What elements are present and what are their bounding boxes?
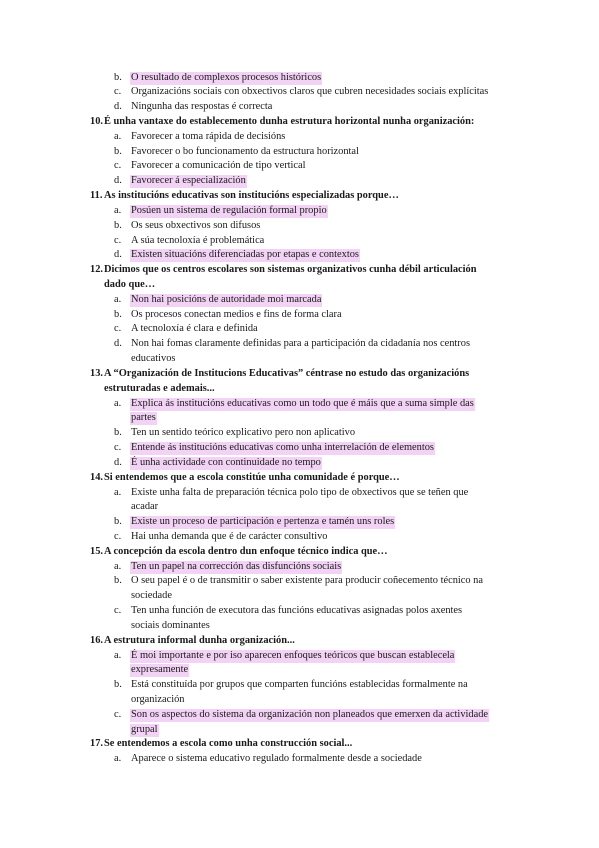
option-letter: b. (114, 516, 122, 528)
option-letter: b. (114, 145, 122, 157)
option-letter: c. (114, 234, 122, 246)
option-text: Ningunha das respostas é correcta (131, 101, 273, 113)
question-text: A “Organización de Institucions Educativas” céntrase no estudo das organizacións (104, 367, 470, 379)
option-line (0, 322, 599, 336)
question-text: Dicimos que os centros escolares son sistemas organizativos cunha débil articulación (104, 264, 477, 276)
option-text: Favorecer a toma rápida de decisións (131, 130, 286, 142)
option-text: É moi importante e por iso aparecen enfoques teóricos que buscan establecela (131, 649, 455, 661)
option-line (0, 426, 599, 440)
option-text: Existe unha falta de preparación técnica polo tipo de obxectivos que se teñen que (131, 486, 469, 498)
option-line (0, 500, 599, 514)
option-text: Está constituída por grupos que comparten funcións establecidas formalmente na (131, 679, 468, 691)
option-text: A tecnoloxía é clara e definida (131, 323, 258, 335)
option-line (0, 219, 599, 233)
option-letter: c. (114, 323, 122, 335)
question-line (0, 634, 599, 648)
option-letter: c. (114, 530, 122, 542)
option-text: sociedade (131, 590, 172, 602)
question-line (0, 545, 599, 559)
option-letter: d. (114, 101, 122, 113)
option-text: Ten unha función de executora das funcións educativas asignadas polos axentes (131, 605, 463, 616)
option-text: A súa tecnoloxía é problemática (131, 234, 265, 246)
option-letter: b. (114, 575, 122, 587)
option-text: Son os aspectos do sistema da organización non planeados que emerxen da actividade (131, 708, 489, 720)
question-line (0, 115, 599, 129)
question-text: A concepción da escola dentro dun enfoque técnico indica que… (104, 545, 388, 557)
option-text: Posúen un sistema de regulación formal propio (131, 204, 327, 216)
question-line (0, 737, 599, 751)
option-line (0, 352, 599, 366)
option-line (0, 441, 599, 455)
option-line (0, 100, 599, 114)
question-line (0, 189, 599, 203)
option-text: Ten un papel na corrección das disfuncións sociais (131, 560, 342, 572)
question-text: É unha vantaxe do establecemento dunha estrutura horizontal nunha organización: (104, 116, 475, 127)
option-text: Ten un sentido teórico explicativo pero non aplicativo (131, 427, 356, 439)
option-line (0, 293, 599, 307)
option-text: expresamente (131, 664, 189, 676)
option-letter: c. (114, 442, 122, 453)
question-text: As institucións educativas son institucións especializadas porque… (104, 190, 399, 202)
option-letter: a. (114, 560, 122, 572)
option-letter: d. (114, 175, 122, 187)
option-line (0, 752, 599, 766)
option-line (0, 130, 599, 144)
option-letter: d. (114, 338, 122, 350)
option-letter: c. (114, 605, 122, 616)
option-text: Non hai posicións de autoridade moi marcada (131, 293, 322, 305)
option-line (0, 456, 599, 470)
option-text: acadar (131, 501, 159, 513)
option-line (0, 589, 599, 603)
option-text: grupal (131, 723, 158, 735)
option-letter: c. (114, 708, 122, 720)
option-line (0, 723, 599, 737)
option-line (0, 174, 599, 188)
question-text: dado que… (104, 279, 156, 290)
option-text: Existen situacións diferenciadas por etapas e contextos (131, 249, 359, 261)
question-line (0, 382, 599, 396)
option-letter: b. (114, 71, 122, 83)
question-number: 13. (90, 367, 103, 379)
question-text: estruturadas e ademais... (104, 382, 215, 394)
option-line (0, 678, 599, 692)
question-number: 15. (90, 545, 103, 557)
question-text: Si entendemos que a escola constitúe unha comunidade é porque… (104, 471, 400, 483)
option-letter: a. (114, 397, 122, 409)
option-text: Favorecer o bo funcionamento da estructura horizontal (131, 145, 359, 157)
option-line (0, 85, 599, 99)
option-letter: b. (114, 427, 122, 439)
question-line (0, 278, 599, 292)
option-line (0, 619, 599, 633)
option-text: Non hai fomas claramente definidas para a participación da cidadanía nos centros (131, 338, 470, 350)
option-text: É unha actividade con continuidade no tempo (131, 456, 321, 468)
option-text: O seu papel é o de transmitir o saber existente para producir coñecemento técnico na (131, 575, 483, 587)
option-letter: b. (114, 679, 122, 691)
option-line (0, 693, 599, 707)
option-text: Favorecer á especialización (131, 175, 246, 187)
option-text: educativos (131, 353, 176, 365)
option-line (0, 708, 599, 722)
option-line (0, 71, 599, 85)
question-number: 17. (90, 738, 103, 750)
option-letter: a. (114, 753, 122, 765)
option-letter: a. (114, 293, 122, 305)
option-line (0, 337, 599, 351)
question-line (0, 367, 599, 381)
option-letter: b. (114, 219, 122, 231)
option-text: partes (131, 412, 156, 424)
question-text: A estrutura informal dunha organización... (104, 634, 295, 646)
option-line (0, 145, 599, 159)
option-line (0, 204, 599, 218)
option-text: Existe un proceso de participación e pertenza e tamén uns roles (131, 516, 395, 528)
option-line (0, 159, 599, 173)
option-letter: c. (114, 160, 122, 172)
question-line (0, 471, 599, 485)
option-text: Entende ás institucións educativas como unha interrelación de elementos (131, 442, 434, 453)
option-letter: d. (114, 249, 122, 261)
option-text: O resultado de complexos procesos históricos (131, 71, 322, 83)
option-line (0, 397, 599, 411)
option-letter: c. (114, 86, 122, 98)
option-text: Organizacións sociais con obxectivos claros que cubren necesidades sociais explícitas (131, 86, 489, 98)
option-line (0, 248, 599, 262)
option-text: Os seus obxectivos son difusos (131, 219, 261, 231)
option-line (0, 663, 599, 677)
question-line (0, 263, 599, 277)
option-text: Favorecer a comunicación de tipo vertical (131, 160, 306, 172)
option-line (0, 486, 599, 500)
option-text: Aparece o sistema educativo regulado formalmente desde a sociedade (131, 753, 422, 765)
option-line (0, 649, 599, 663)
option-text: Os procesos conectan medios e fins de forma clara (131, 308, 342, 320)
option-text: sociais dominantes (131, 619, 210, 631)
question-number: 16. (90, 634, 103, 646)
option-line (0, 574, 599, 588)
option-text: organización (131, 693, 185, 705)
option-line (0, 530, 599, 544)
question-text: Se entendemos a escola como unha construcción social... (104, 738, 353, 750)
option-letter: a. (114, 486, 122, 498)
option-line (0, 604, 599, 618)
option-letter: a. (114, 649, 122, 661)
question-number: 10. (90, 116, 103, 127)
option-text: Hai unha demanda que é de carácter consultivo (131, 530, 328, 542)
option-letter: a. (114, 204, 122, 216)
question-number: 14. (90, 471, 103, 483)
option-text: Explica ás institucións educativas como un todo que é máis que a suma simple das (131, 397, 474, 409)
question-number: 12. (90, 264, 103, 276)
option-letter: a. (114, 130, 122, 142)
option-line (0, 560, 599, 574)
option-line (0, 515, 599, 529)
option-line (0, 411, 599, 425)
option-letter: d. (114, 456, 122, 468)
option-letter: b. (114, 308, 122, 320)
option-line (0, 308, 599, 322)
option-line (0, 234, 599, 248)
question-number: 11. (90, 190, 103, 202)
